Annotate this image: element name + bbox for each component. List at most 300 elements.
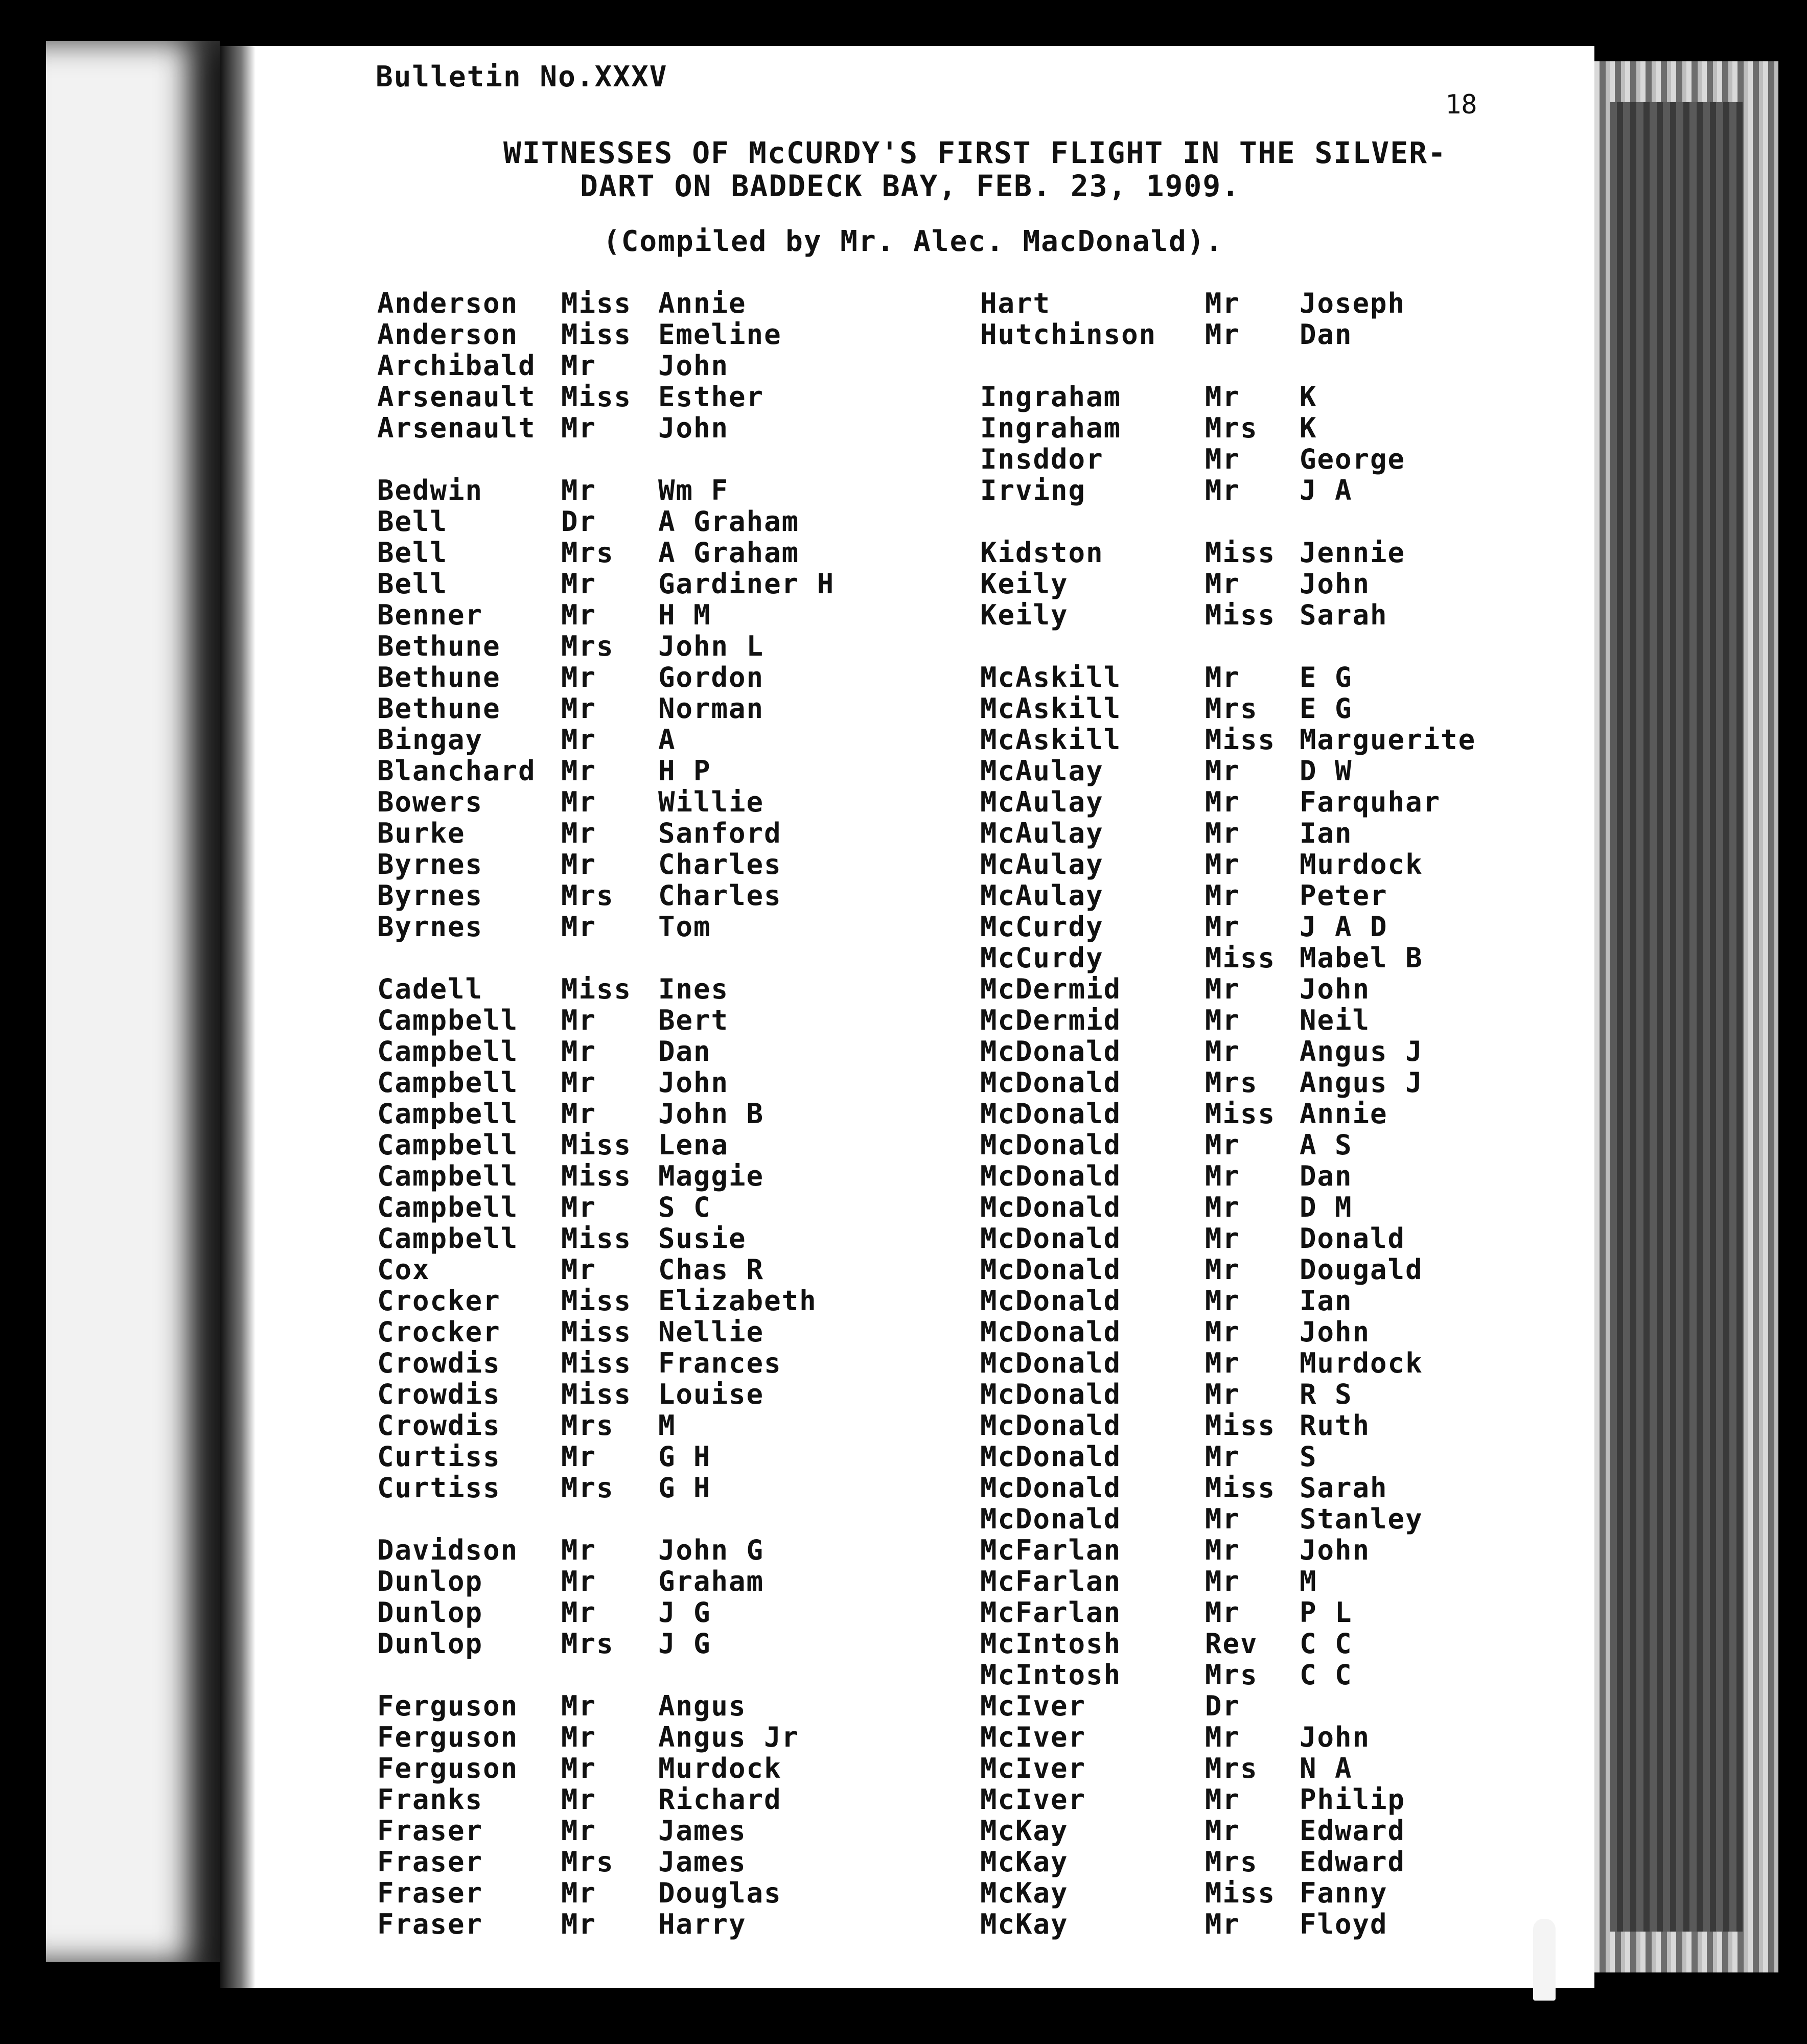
witness-title: Mr	[1205, 661, 1241, 693]
witness-title: Mr	[1205, 1129, 1241, 1161]
witness-title: Mr	[1205, 973, 1241, 1005]
witness-title: Miss	[561, 1222, 632, 1255]
witness-surname: McAulay	[980, 786, 1104, 818]
witness-surname: McDonald	[980, 1035, 1122, 1067]
witness-given-name: S C	[658, 1191, 711, 1223]
witness-given-name: A	[658, 724, 676, 756]
witness-surname: McAulay	[980, 755, 1104, 787]
witness-surname: Crowdis	[377, 1409, 501, 1442]
bulletin-number: Bulletin No.XXXV	[376, 60, 668, 94]
witness-title: Mr	[1205, 1222, 1241, 1255]
witness-title: Mr	[1205, 879, 1241, 912]
witness-surname: McDonald	[980, 1285, 1122, 1317]
witness-given-name: James	[658, 1815, 747, 1847]
witness-given-name: C C	[1300, 1628, 1353, 1660]
witness-given-name: Sanford	[658, 817, 782, 849]
witness-given-name: A Graham	[658, 537, 800, 569]
witness-surname: Byrnes	[377, 879, 483, 912]
witness-title: Mr	[1205, 381, 1241, 413]
witness-title: Mr	[561, 1877, 597, 1909]
witness-surname: McIntosh	[980, 1659, 1122, 1691]
witness-surname: Bowers	[377, 786, 483, 818]
witness-given-name: M	[1300, 1565, 1317, 1597]
witness-given-name: John	[1300, 568, 1371, 600]
witness-title: Mr	[561, 350, 597, 382]
witness-surname: Ingraham	[980, 381, 1122, 413]
witness-surname: Hutchinson	[980, 318, 1157, 351]
witness-given-name: H P	[658, 755, 711, 787]
witness-title: Mr	[561, 1066, 597, 1099]
witness-title: Mrs	[1205, 1752, 1258, 1784]
witness-given-name: Philip	[1300, 1783, 1406, 1816]
witness-given-name: Charles	[658, 879, 782, 912]
witness-given-name: Ruth	[1300, 1409, 1371, 1442]
witness-surname: McIver	[980, 1721, 1086, 1753]
witness-title: Mr	[561, 1253, 597, 1286]
witness-surname: McIver	[980, 1690, 1086, 1722]
witness-surname: Arsenault	[377, 381, 536, 413]
witness-title: Miss	[1205, 599, 1276, 631]
witness-surname: McKay	[980, 1846, 1069, 1878]
witness-surname: McDonald	[980, 1222, 1122, 1255]
witness-title: Mr	[1205, 786, 1241, 818]
witness-surname: McDonald	[980, 1129, 1122, 1161]
witness-title: Miss	[561, 973, 632, 1005]
witness-surname: Burke	[377, 817, 466, 849]
witness-title: Mr	[561, 1098, 597, 1130]
witness-given-name: Neil	[1300, 1004, 1371, 1036]
witness-given-name: George	[1300, 443, 1406, 475]
witness-given-name: Donald	[1300, 1222, 1406, 1255]
witness-surname: McKay	[980, 1815, 1069, 1847]
document-title-line-1: WITNESSES OF McCURDY'S FIRST FLIGHT IN THE SILVER-	[503, 135, 1447, 170]
witness-title: Mr	[1205, 318, 1241, 351]
witness-surname: Ferguson	[377, 1721, 519, 1753]
witness-surname: McCurdy	[980, 911, 1104, 943]
witness-surname: McIver	[980, 1752, 1086, 1784]
witness-given-name: Edward	[1300, 1846, 1406, 1878]
witness-given-name: H M	[658, 599, 711, 631]
witness-given-name: Marguerite	[1300, 724, 1476, 756]
witness-surname: Hart	[980, 287, 1051, 319]
witness-surname: Ferguson	[377, 1752, 519, 1784]
witness-given-name: Angus J	[1300, 1035, 1423, 1067]
witness-title: Mrs	[561, 1846, 614, 1878]
witness-surname: Ingraham	[980, 412, 1122, 444]
witness-given-name: John B	[658, 1098, 764, 1130]
witness-surname: McDermid	[980, 973, 1122, 1005]
witness-given-name: G H	[658, 1441, 711, 1473]
witness-given-name: Angus Jr	[658, 1721, 800, 1753]
bookmark-tab	[1533, 1919, 1556, 2001]
witness-surname: Keily	[980, 568, 1069, 600]
witness-surname: McAskill	[980, 661, 1122, 693]
witness-title: Mrs	[561, 630, 614, 662]
witness-title: Mr	[561, 692, 597, 725]
witness-surname: Crowdis	[377, 1347, 501, 1379]
witness-given-name: John	[658, 350, 729, 382]
witness-surname: Bethune	[377, 661, 501, 693]
witness-given-name: Harry	[658, 1908, 747, 1940]
witness-surname: Crocker	[377, 1316, 501, 1348]
witness-surname: Curtiss	[377, 1472, 501, 1504]
witness-surname: McAulay	[980, 879, 1104, 912]
witness-surname: McDonald	[980, 1441, 1122, 1473]
witness-surname: Benner	[377, 599, 483, 631]
witness-surname: Campbell	[377, 1035, 519, 1067]
witness-surname: McDonald	[980, 1253, 1122, 1286]
witness-given-name: Jennie	[1300, 537, 1406, 569]
witness-title: Miss	[561, 1129, 632, 1161]
witness-given-name: Louise	[658, 1378, 764, 1410]
witness-surname: McDonald	[980, 1066, 1122, 1099]
witness-given-name: Douglas	[658, 1877, 782, 1909]
witness-title: Mrs	[1205, 1659, 1258, 1691]
witness-title: Mr	[561, 1565, 597, 1597]
witness-given-name: A S	[1300, 1129, 1353, 1161]
witness-given-name: John	[1300, 973, 1371, 1005]
witness-given-name: G H	[658, 1472, 711, 1504]
witness-given-name: Nellie	[658, 1316, 764, 1348]
witness-title: Mr	[1205, 1503, 1241, 1535]
witness-title: Mr	[1205, 1160, 1241, 1192]
witness-surname: Franks	[377, 1783, 483, 1816]
witness-title: Miss	[1205, 1877, 1276, 1909]
witness-given-name: John	[658, 1066, 729, 1099]
witness-given-name: Tom	[658, 911, 711, 943]
witness-given-name: S	[1300, 1441, 1317, 1473]
left-page-edge	[46, 41, 220, 1962]
witness-title: Mr	[1205, 1347, 1241, 1379]
witness-given-name: James	[658, 1846, 747, 1878]
witness-given-name: Willie	[658, 786, 764, 818]
witness-title: Mr	[1205, 443, 1241, 475]
witness-title: Mr	[561, 412, 597, 444]
witness-title: Mrs	[561, 879, 614, 912]
witness-surname: McKay	[980, 1908, 1069, 1940]
witness-title: Mr	[561, 1815, 597, 1847]
witness-given-name: Sarah	[1300, 599, 1388, 631]
witness-title: Miss	[1205, 537, 1276, 569]
witness-given-name: Gardiner H	[658, 568, 835, 600]
witness-title: Mr	[561, 1752, 597, 1784]
witness-surname: Cadell	[377, 973, 483, 1005]
witness-surname: Bell	[377, 505, 448, 538]
witness-given-name: K	[1300, 412, 1317, 444]
witness-surname: McFarlan	[980, 1596, 1122, 1629]
witness-given-name: John L	[658, 630, 764, 662]
witness-surname: McCurdy	[980, 942, 1104, 974]
witness-surname: Dunlop	[377, 1628, 483, 1660]
witness-surname: Kidston	[980, 537, 1104, 569]
witness-given-name: Norman	[658, 692, 764, 725]
witness-given-name: Elizabeth	[658, 1285, 817, 1317]
witness-surname: McDonald	[980, 1472, 1122, 1504]
witness-title: Rev	[1205, 1628, 1258, 1660]
witness-surname: Archibald	[377, 350, 536, 382]
witness-title: Mrs	[561, 1628, 614, 1660]
witness-given-name: John	[658, 412, 729, 444]
witness-given-name: Maggie	[658, 1160, 764, 1192]
witness-title: Mr	[1205, 1253, 1241, 1286]
witness-surname: Bedwin	[377, 474, 483, 506]
witness-given-name: Ian	[1300, 817, 1353, 849]
witness-title: Mrs	[1205, 1066, 1258, 1099]
witness-surname: Fraser	[377, 1846, 483, 1878]
witness-title: Mr	[1205, 1783, 1241, 1816]
witness-title: Mr	[561, 1534, 597, 1566]
witness-given-name: Chas R	[658, 1253, 764, 1286]
witness-surname: Crocker	[377, 1285, 501, 1317]
witness-surname: Bethune	[377, 630, 501, 662]
witness-title: Dr	[1205, 1690, 1241, 1722]
witness-given-name: J G	[658, 1628, 711, 1660]
witness-title: Miss	[561, 1285, 632, 1317]
witness-given-name: A Graham	[658, 505, 800, 538]
witness-given-name: Esther	[658, 381, 764, 413]
witness-given-name: Lena	[658, 1129, 729, 1161]
witness-title: Miss	[561, 1347, 632, 1379]
witness-surname: Campbell	[377, 1222, 519, 1255]
witness-surname: McFarlan	[980, 1565, 1122, 1597]
witness-surname: Fraser	[377, 1877, 483, 1909]
witness-given-name: Angus J	[1300, 1066, 1423, 1099]
witness-surname: Arsenault	[377, 412, 536, 444]
witness-surname: Bell	[377, 568, 448, 600]
witness-title: Mr	[1205, 1534, 1241, 1566]
witness-surname: Campbell	[377, 1191, 519, 1223]
witness-surname: Fraser	[377, 1815, 483, 1847]
compiler-credit: (Compiled by Mr. Alec. MacDonald).	[603, 225, 1224, 258]
witness-title: Mr	[1205, 1004, 1241, 1036]
witness-given-name: John	[1300, 1316, 1371, 1348]
witness-surname: McDermid	[980, 1004, 1122, 1036]
witness-surname: McDonald	[980, 1347, 1122, 1379]
witness-surname: Bingay	[377, 724, 483, 756]
witness-surname: McFarlan	[980, 1534, 1122, 1566]
witness-surname: McDonald	[980, 1160, 1122, 1192]
witness-given-name: John	[1300, 1534, 1371, 1566]
witness-surname: McDonald	[980, 1316, 1122, 1348]
witness-surname: McIver	[980, 1783, 1086, 1816]
witness-given-name: Floyd	[1300, 1908, 1388, 1940]
witness-title: Mr	[561, 1596, 597, 1629]
witness-title: Mr	[1205, 848, 1241, 880]
witness-title: Mr	[561, 724, 597, 756]
witness-title: Mr	[561, 599, 597, 631]
witness-title: Mr	[561, 911, 597, 943]
witness-title: Mr	[561, 661, 597, 693]
witness-title: Mr	[561, 568, 597, 600]
witness-title: Miss	[1205, 1472, 1276, 1504]
witness-title: Miss	[561, 1378, 632, 1410]
witness-given-name: K	[1300, 381, 1317, 413]
witness-given-name: Frances	[658, 1347, 782, 1379]
witness-title: Mr	[1205, 1316, 1241, 1348]
witness-surname: Fraser	[377, 1908, 483, 1940]
witness-title: Mr	[561, 755, 597, 787]
witness-surname: Insddor	[980, 443, 1104, 475]
witness-given-name: Dan	[1300, 1160, 1353, 1192]
witness-title: Mrs	[561, 1409, 614, 1442]
witness-title: Mr	[1205, 1191, 1241, 1223]
witness-title: Dr	[561, 505, 597, 538]
witness-given-name: Dan	[658, 1035, 711, 1067]
witness-given-name: Stanley	[1300, 1503, 1423, 1535]
witness-given-name: Charles	[658, 848, 782, 880]
witness-title: Mr	[561, 1035, 597, 1067]
witness-given-name: C C	[1300, 1659, 1353, 1691]
witness-surname: Crowdis	[377, 1378, 501, 1410]
witness-surname: Campbell	[377, 1066, 519, 1099]
witness-given-name: Annie	[1300, 1098, 1388, 1130]
witness-surname: Byrnes	[377, 911, 483, 943]
witness-surname: Curtiss	[377, 1441, 501, 1473]
witness-given-name: D M	[1300, 1191, 1353, 1223]
witness-title: Mr	[1205, 1908, 1241, 1940]
witness-given-name: Emeline	[658, 318, 782, 351]
witness-title: Mrs	[561, 537, 614, 569]
witness-given-name: M	[658, 1409, 676, 1442]
witness-given-name: P L	[1300, 1596, 1353, 1629]
witness-title: Mr	[1205, 911, 1241, 943]
witness-given-name: Dan	[1300, 318, 1353, 351]
witness-title: Mrs	[561, 1472, 614, 1504]
witness-surname: Bethune	[377, 692, 501, 725]
witness-title: Mr	[561, 474, 597, 506]
witness-surname: McDonald	[980, 1098, 1122, 1130]
witness-given-name: J A	[1300, 474, 1353, 506]
witness-surname: McAulay	[980, 817, 1104, 849]
witness-title: Mrs	[1205, 412, 1258, 444]
witness-title: Mr	[1205, 1596, 1241, 1629]
witness-given-name: Dougald	[1300, 1253, 1423, 1286]
witness-surname: Ferguson	[377, 1690, 519, 1722]
witness-title: Mr	[1205, 755, 1241, 787]
witness-surname: Campbell	[377, 1129, 519, 1161]
witness-given-name: Murdock	[1300, 1347, 1423, 1379]
witness-title: Mr	[1205, 1035, 1241, 1067]
witness-surname: Cox	[377, 1253, 430, 1286]
witness-title: Miss	[1205, 724, 1276, 756]
witness-surname: McDonald	[980, 1191, 1122, 1223]
witness-given-name: N A	[1300, 1752, 1353, 1784]
witness-title: Mr	[1205, 568, 1241, 600]
witness-given-name: John	[1300, 1721, 1371, 1753]
witness-surname: Campbell	[377, 1004, 519, 1036]
witness-surname: Campbell	[377, 1160, 519, 1192]
witness-title: Mr	[561, 786, 597, 818]
witness-given-name: Richard	[658, 1783, 782, 1816]
witness-surname: McAskill	[980, 724, 1122, 756]
witness-given-name: Mabel B	[1300, 942, 1423, 974]
witness-surname: Keily	[980, 599, 1069, 631]
witness-title: Mr	[1205, 1565, 1241, 1597]
witness-given-name: Peter	[1300, 879, 1388, 912]
witness-title: Mr	[1205, 1378, 1241, 1410]
witness-title: Mr	[1205, 1721, 1241, 1753]
witness-title: Mr	[561, 1783, 597, 1816]
witness-given-name: R S	[1300, 1378, 1353, 1410]
witness-title: Miss	[561, 287, 632, 319]
witness-given-name: Susie	[658, 1222, 747, 1255]
witness-title: Miss	[1205, 1098, 1276, 1130]
witness-given-name: E G	[1300, 661, 1353, 693]
witness-surname: Irving	[980, 474, 1086, 506]
witness-surname: Anderson	[377, 318, 519, 351]
witness-title: Mrs	[1205, 692, 1258, 725]
witness-surname: McDonald	[980, 1503, 1122, 1535]
page-stack-shadow	[1610, 102, 1743, 1932]
witness-surname: Dunlop	[377, 1565, 483, 1597]
witness-given-name: Joseph	[1300, 287, 1406, 319]
witness-title: Miss	[561, 1316, 632, 1348]
witness-title: Mr	[561, 1004, 597, 1036]
witness-surname: McDonald	[980, 1409, 1122, 1442]
witness-title: Mr	[1205, 1815, 1241, 1847]
witness-given-name: Edward	[1300, 1815, 1406, 1847]
witness-title: Mr	[561, 1690, 597, 1722]
witness-surname: Anderson	[377, 287, 519, 319]
witness-given-name: Gordon	[658, 661, 764, 693]
witness-title: Mr	[1205, 1441, 1241, 1473]
witness-surname: Campbell	[377, 1098, 519, 1130]
witness-surname: Davidson	[377, 1534, 519, 1566]
witness-title: Mr	[1205, 1285, 1241, 1317]
witness-title: Mr	[561, 1721, 597, 1753]
document-title-line-2: DART ON BADDECK BAY, FEB. 23, 1909.	[580, 169, 1241, 203]
witness-surname: McKay	[980, 1877, 1069, 1909]
witness-title: Mr	[1205, 817, 1241, 849]
witness-surname: McAulay	[980, 848, 1104, 880]
witness-given-name: Bert	[658, 1004, 729, 1036]
witness-surname: Dunlop	[377, 1596, 483, 1629]
witness-given-name: Farquhar	[1300, 786, 1441, 818]
witness-given-name: Ines	[658, 973, 729, 1005]
witness-title: Miss	[561, 381, 632, 413]
witness-title: Miss	[1205, 942, 1276, 974]
witness-given-name: E G	[1300, 692, 1353, 725]
witness-title: Mr	[561, 1441, 597, 1473]
witness-given-name: J G	[658, 1596, 711, 1629]
witness-surname: Blanchard	[377, 755, 536, 787]
witness-title: Mr	[561, 817, 597, 849]
witness-title: Mr	[561, 1908, 597, 1940]
witness-surname: McAskill	[980, 692, 1122, 725]
witness-title: Miss	[1205, 1409, 1276, 1442]
witness-title: Mr	[1205, 474, 1241, 506]
witness-given-name: Murdock	[658, 1752, 782, 1784]
witness-surname: Bell	[377, 537, 448, 569]
witness-given-name: Annie	[658, 287, 747, 319]
witness-given-name: Graham	[658, 1565, 764, 1597]
witness-surname: McDonald	[980, 1378, 1122, 1410]
witness-given-name: Wm F	[658, 474, 729, 506]
witness-given-name: Fanny	[1300, 1877, 1388, 1909]
witness-title: Mr	[561, 1191, 597, 1223]
witness-surname: Byrnes	[377, 848, 483, 880]
page-number: 18	[1445, 89, 1477, 120]
witness-given-name: Murdock	[1300, 848, 1423, 880]
witness-title: Miss	[561, 318, 632, 351]
witness-title: Miss	[561, 1160, 632, 1192]
witness-given-name: D W	[1300, 755, 1353, 787]
witness-given-name: Ian	[1300, 1285, 1353, 1317]
witness-given-name: Sarah	[1300, 1472, 1388, 1504]
witness-given-name: Angus	[658, 1690, 747, 1722]
witness-given-name: John G	[658, 1534, 764, 1566]
witness-given-name: J A D	[1300, 911, 1388, 943]
